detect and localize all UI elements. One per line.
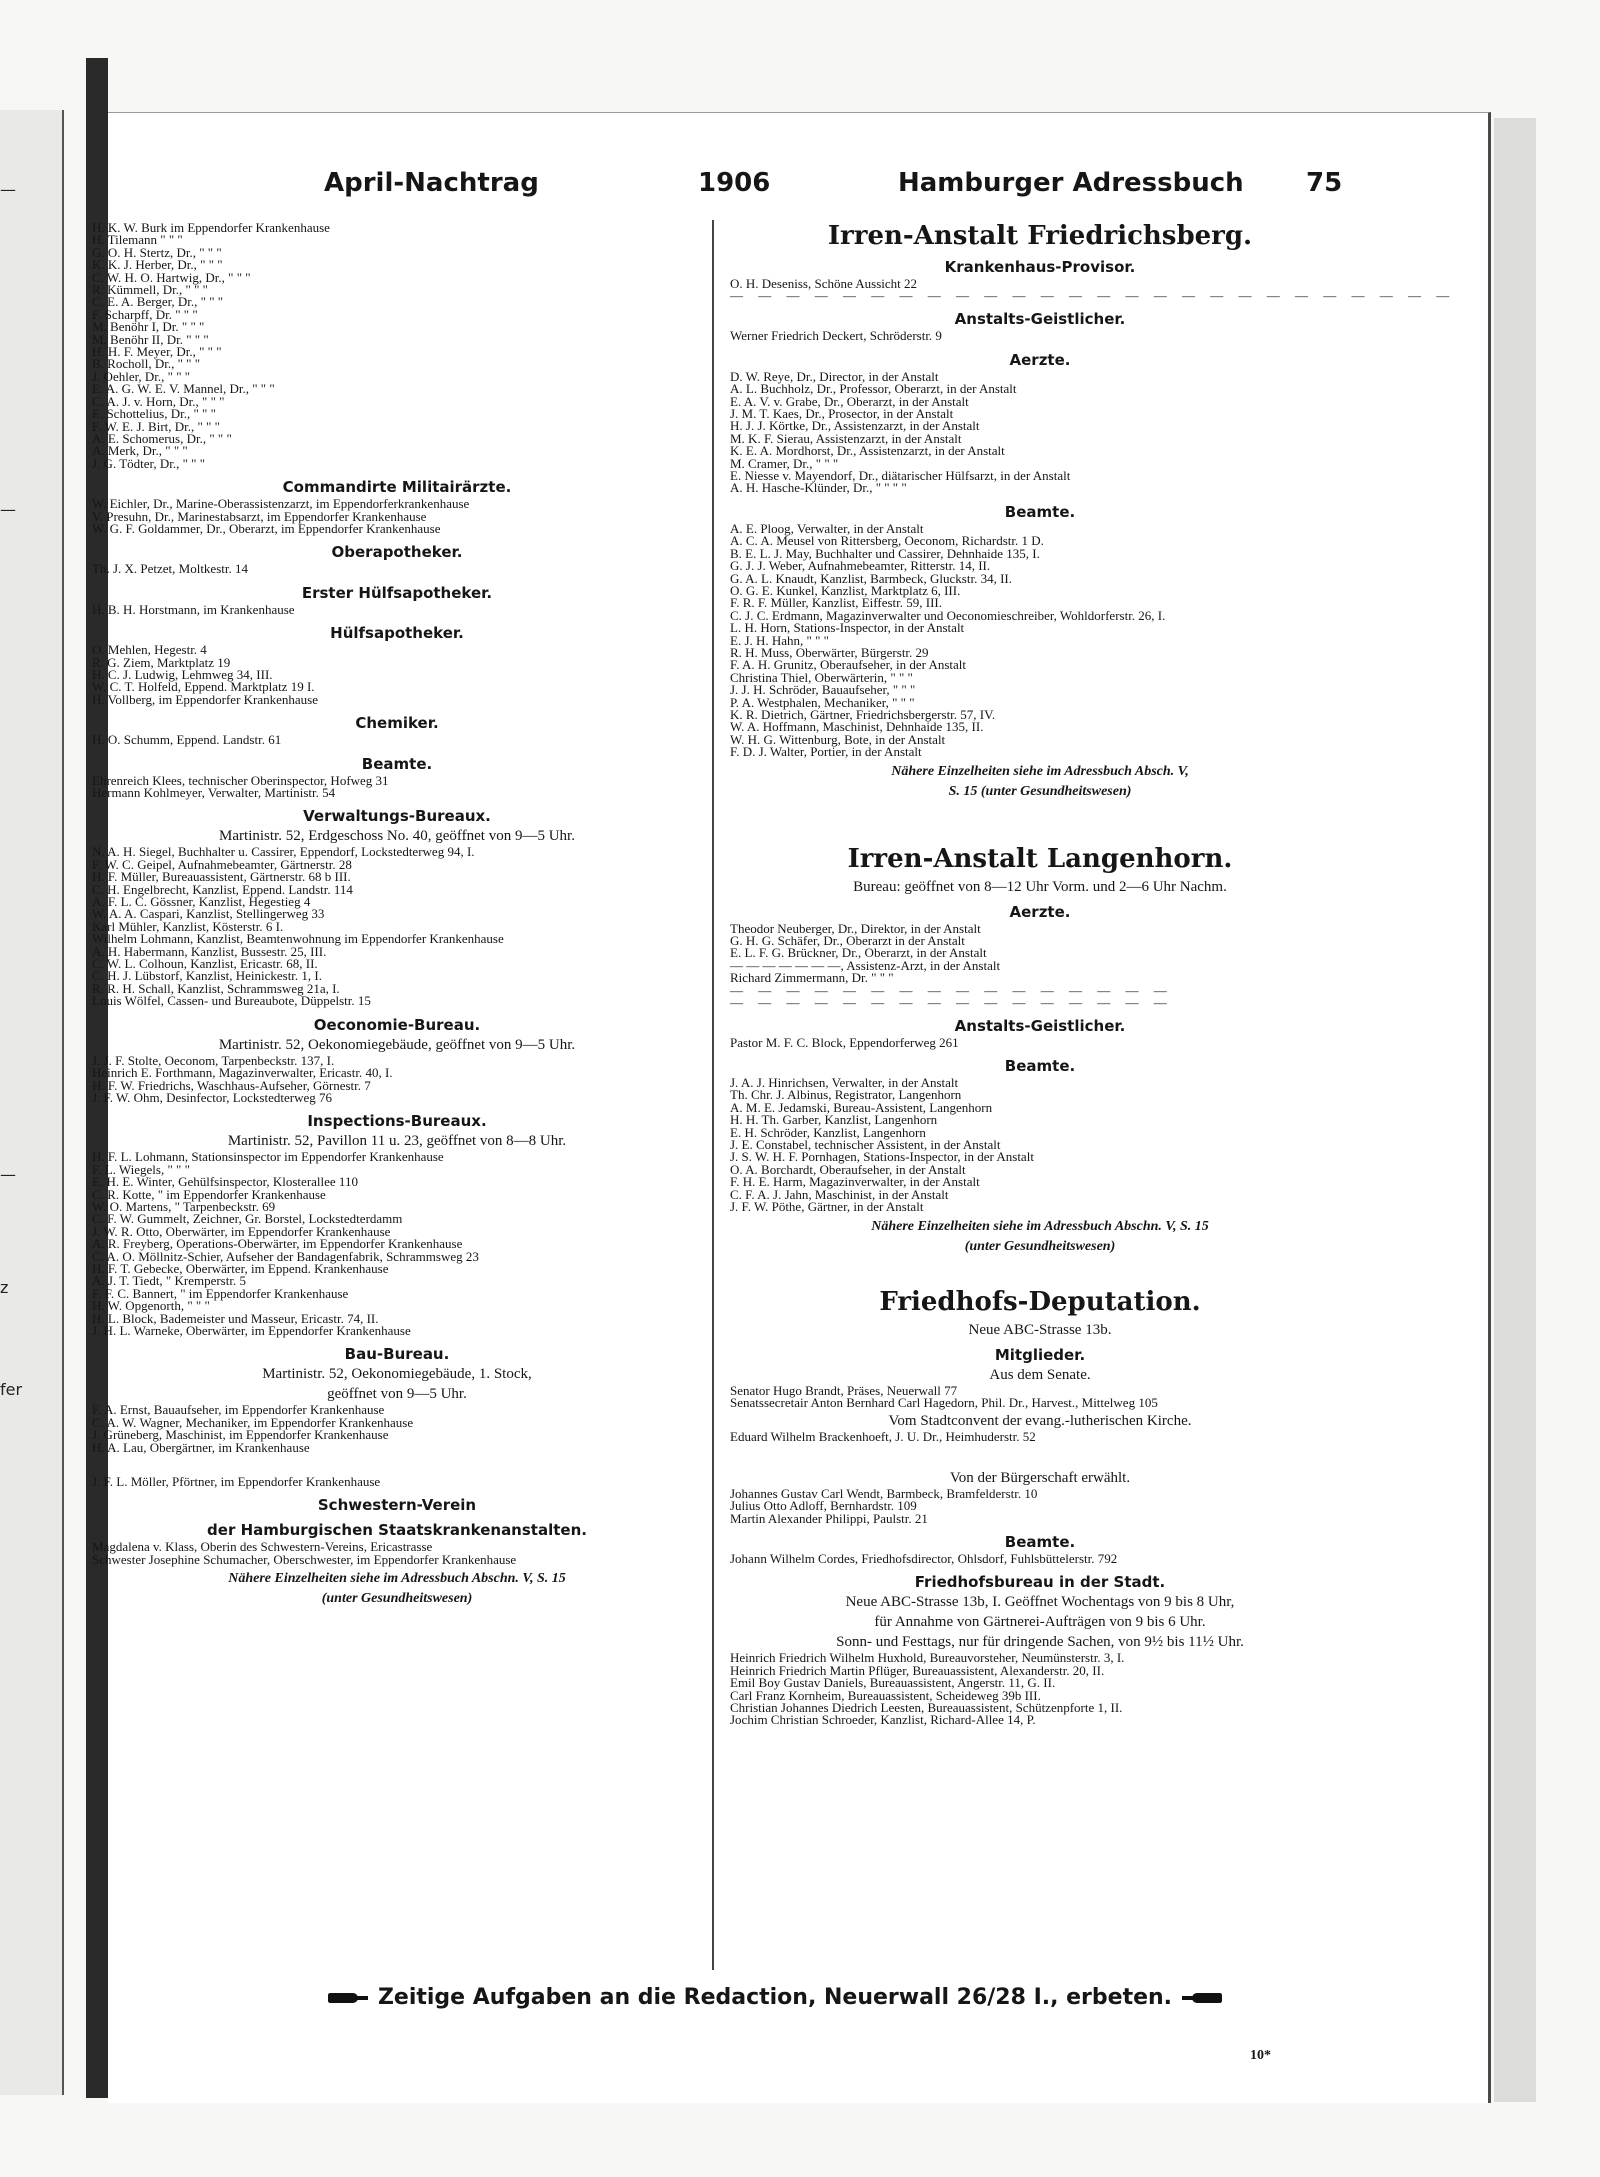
entry-line: Heinrich E. Forthmann, Magazinverwalter, Ericastr. 40, I. — [92, 1065, 393, 1081]
entry-line: H. J. J. Körtke, Dr., Assistenzarzt, in der Anstalt — [730, 418, 980, 434]
section-heading: Beamte. — [1004, 1532, 1076, 1551]
printer-signature: 10* — [1250, 2048, 1271, 2063]
reference-note: Nähere Einzelheiten siehe im Adressbuch Absch. V, — [891, 763, 1189, 779]
section-heading: Bau-Bureau. — [344, 1345, 450, 1364]
section-heading: Aerzte. — [1009, 902, 1071, 921]
header-page-number: 75 — [1306, 168, 1343, 198]
entry-line: Louis Wölfel, Cassen- und Bureaubote, Düppelstr. 15 — [92, 993, 371, 1009]
edge-mark: — — [0, 1165, 16, 1184]
left-column — [92, 222, 702, 1612]
entry-line: G. O. H. Stertz, Dr., " " " — [92, 244, 222, 260]
entry-line: A. H. Hasche-Klünder, Dr., " " " " — [730, 480, 907, 496]
centered-line: Aus dem Senate. — [989, 1366, 1091, 1383]
section-heading: Erster Hülfsapotheker. — [301, 583, 493, 602]
entry-line: F. H. E. Harm, Magazinverwalter, in der Anstalt — [730, 1174, 980, 1190]
entry-line: Hermann Kohlmeyer, Verwalter, Martinistr. 54 — [92, 785, 336, 800]
entry-line: H. O. Schumm, Eppend. Landstr. 61 — [92, 732, 282, 748]
edge-mark: — — [0, 500, 16, 519]
column-divider — [712, 220, 714, 1970]
entry-line: Th. J. X. Petzet, Moltkestr. 14 — [92, 561, 248, 577]
section-heading: Friedhofsbureau in der Stadt. — [914, 1573, 1166, 1592]
entry-line: E. H. Schröder, Kanzlist, Langenhorn — [730, 1124, 926, 1140]
section-heading: Chemiker. — [355, 714, 439, 733]
entry-line: O. G. E. Kunkel, Kanzlist, Marktplatz 6, III. — [730, 582, 961, 598]
entry-line: O. H. Deseniss, Schöne Aussicht 22 — [730, 276, 918, 291]
entry-line: B. Rocholl, Dr., " " " — [92, 356, 201, 372]
centered-line: Neue ABC-Strasse 13b. — [968, 1321, 1112, 1338]
section-heading: Anstalts-Geistlicher. — [954, 1016, 1126, 1035]
entry-line: J. W. R. Otto, Oberwärter, im Eppendorfer Krankenhause — [92, 1223, 391, 1239]
footer-notice — [300, 1985, 1250, 2010]
centered-line: Martinistr. 52, Erdgeschoss No. 40, geöffnet von 9—5 Uhr. — [219, 828, 575, 845]
section-heading: Krankenhaus-Provisor. — [944, 258, 1136, 276]
entry-line: A. E. Ploog, Verwalter, in der Anstalt — [730, 520, 924, 536]
entry-line: Johannes Gustav Carl Wendt, Barmbeck, Bramfelderstr. 10 — [730, 1485, 1038, 1501]
entry-line: Julius Otto Adloff, Bernhardstr. 109 — [730, 1498, 917, 1514]
dashed-separator: — — — — — — — — — — — — — — — — — — — — — — — — — — — [730, 288, 1456, 304]
edge-mark: — — [0, 180, 16, 199]
entry-line: H. A. Lau, Obergärtner, im Krankenhause — [92, 1439, 310, 1455]
entry-line: E. L. F. G. Brückner, Dr., Oberarzt, in der Anstalt — [730, 945, 987, 961]
entry-line: H. F. T. Gebecke, Oberwärter, im Eppend. Krankenhause — [92, 1260, 389, 1276]
entry-line: H. W. Opgenorth, " " " — [92, 1298, 210, 1314]
entry-line: Christian Johannes Diedrich Leesten, Bureauassistent, Schützenpforte 1, II. — [730, 1699, 1123, 1715]
entry-line: O. A. Borchardt, Oberaufseher, in der Anstalt — [730, 1161, 966, 1177]
entry-line: B. E. L. J. May, Buchhalter und Cassirer, Dehnhaide 135, I. — [730, 545, 1040, 561]
centered-line: Martinistr. 52, Oekonomiegebäude, geöffnet von 9—5 Uhr. — [218, 1036, 576, 1053]
entry-line: C. A. O. Möllnitz-Schier, Aufseher der Bandagenfabrik, Schrammsweg 23 — [92, 1248, 479, 1264]
entry-line: F. L. Wiegels, " " " — [92, 1161, 190, 1177]
entry-line: H. F. W. Friedrichs, Waschhaus-Aufseher, Görnestr. 7 — [92, 1077, 371, 1093]
entry-line: A. Merk, Dr., " " " — [92, 443, 188, 459]
section-heading: Mitglieder. — [994, 1345, 1086, 1364]
entry-line: M. Benöhr I, Dr. " " " — [92, 319, 205, 335]
entry-line: H. F. L. Lohmann, Stationsinspector im Eppendorfer Krankenhause — [92, 1149, 444, 1165]
reference-note: (unter Gesundheitswesen) — [964, 1238, 1116, 1254]
entry-line: — — — — — — —, Assistenz-Arzt, in der Anstalt — [730, 957, 1001, 973]
entry-line: Ehrenreich Klees, technischer Oberinspector, Hofweg 31 — [92, 772, 389, 788]
centered-line: Bureau: geöffnet von 8—12 Uhr Vorm. und 2—6 Uhr Nachm. — [853, 878, 1227, 895]
entry-line: H. F. Müller, Bureauassistent, Gärtnerstr. 68 b III. — [92, 869, 351, 885]
institution-title: Irren-Anstalt Langenhorn. — [847, 843, 1233, 874]
entry-line: J. F. W. Ohm, Desinfector, Lockstedterweg 76 — [92, 1089, 332, 1105]
entry-line: W. O. Martens, " Tarpenbeckstr. 69 — [92, 1198, 276, 1214]
edge-mark: fer — [0, 1380, 23, 1399]
entry-line: F. R. F. Müller, Kanzlist, Eiffestr. 59, III. — [730, 595, 942, 611]
entry-line: A. L. Buchholz, Dr., Professor, Oberarzt, in der Anstalt — [730, 381, 1017, 397]
section-heading: Commandirte Militairärzte. — [282, 478, 512, 497]
entry-line: J. H. L. Warneke, Oberwärter, im Eppendorfer Krankenhause — [92, 1323, 411, 1338]
entry-line: J. A. J. Hinrichsen, Verwalter, in der Anstalt — [730, 1075, 959, 1091]
section-heading: Beamte. — [1004, 1057, 1076, 1076]
spacer — [730, 805, 1350, 839]
entry-line: H. H. F. Meyer, Dr., " " " — [92, 344, 222, 360]
entry-line: K. E. A. Mordhorst, Dr., Assistenzarzt, in der Anstalt — [730, 443, 1005, 459]
dashed-separator: — — — — — — — — — — — — — — — — — [730, 982, 1173, 998]
entry-line: A. J. T. Tiedt, " Kremperstr. 5 — [92, 1273, 246, 1289]
entry-line: E. H. E. Winter, Gehülfsinspector, Klosterallee 110 — [92, 1174, 358, 1190]
entry-line: W. H. G. Wittenburg, Bote, in der Anstalt — [730, 731, 946, 747]
entry-line: Jochim Christian Schroeder, Kanzlist, Richard-Allee 14, P. — [730, 1712, 1036, 1728]
entry-line: Martin Alexander Philippi, Paulstr. 21 — [730, 1510, 928, 1526]
institution-title: Irren-Anstalt Friedrichsberg. — [827, 221, 1253, 251]
entry-line: Johann Wilhelm Cordes, Friedhofsdirector, Ohlsdorf, Fuhlsbüttelerstr. 792 — [730, 1550, 1118, 1566]
entry-line: Emil Boy Gustav Daniels, Bureauassistent, Angerstr. 11, G. II. — [730, 1675, 1056, 1691]
entry-line: Karl Mühler, Kanzlist, Kösterstr. 6 I. — [92, 918, 284, 934]
entry-line: R. G. Ziem, Marktplatz 19 — [92, 654, 231, 670]
centered-line: Von der Bürgerschaft erwählt. — [949, 1469, 1131, 1486]
section-heading: Anstalts-Geistlicher. — [954, 310, 1126, 329]
dashed-separator: — — — — — — — — — — — — — — — — — [730, 994, 1173, 1010]
centered-line: Neue ABC-Strasse 13b, I. Geöffnet Wochentags von 9 bis 8 Uhr, — [845, 1594, 1235, 1611]
entry-line: Carl Franz Kornheim, Bureauassistent, Scheideweg 39b III. — [730, 1687, 1041, 1703]
section-heading: Verwaltungs-Bureaux. — [303, 807, 491, 826]
entry-line: R. H. Muss, Oberwärter, Bürgerstr. 29 — [730, 644, 929, 660]
header-year: 1906 — [698, 168, 771, 198]
entry-line: W. Eichler, Dr., Marine-Oberassistenzarzt, im Eppendorferkrankenhause — [92, 496, 470, 512]
reference-note: S. 15 (unter Gesundheitswesen) — [948, 783, 1132, 799]
entry-line: C. E. A. Berger, Dr., " " " — [92, 294, 224, 310]
entry-line: H. Tilemann " " " — [92, 232, 183, 248]
entry-line: H. Vollberg, im Eppendorfer Krankenhause — [92, 691, 319, 707]
reference-note: (unter Gesundheitswesen) — [321, 1591, 473, 1607]
entry-line: G. A. L. Knaudt, Kanzlist, Barmbeck, Gluckstr. 34, II. — [730, 570, 1012, 586]
entry-line: F. D. J. Walter, Portier, in der Anstalt — [730, 744, 922, 760]
section-heading: Hülfsapotheker. — [330, 624, 464, 643]
centered-line: Vom Stadtconvent der evang.-lutherischen Kirche. — [888, 1413, 1192, 1430]
entry-line: Theodor Neuberger, Dr., Direktor, in der Anstalt — [730, 920, 981, 936]
section-heading: Beamte. — [361, 754, 433, 773]
centered-line: Martinistr. 52, Oekonomiegebäude, 1. Stock, — [262, 1366, 532, 1383]
entry-line: F. A. Ernst, Bauaufseher, im Eppendorfer Krankenhause — [92, 1402, 385, 1418]
entry-line: Magdalena v. Klass, Oberin des Schwestern-Vereins, Ericastrasse — [92, 1539, 433, 1555]
entry-line: H. C. J. Ludwig, Lehmweg 34, III. — [92, 666, 273, 682]
entry-line: A. C. A. Meusel von Rittersberg, Oeconom, Richardstr. 1 D. — [730, 533, 1044, 549]
entry-line: F. F. C. Bannert, " im Eppendorfer Krankenhause — [92, 1285, 349, 1301]
entry-line: A. E. Schomerus, Dr., " " " — [92, 430, 232, 446]
entry-line: H. L. Block, Bademeister und Masseur, Ericastr. 74, II. — [92, 1310, 379, 1326]
entry-line: W. A. A. Caspari, Kanzlist, Stellingerweg 33 — [92, 906, 325, 922]
entry-line: F. W. C. Geipel, Aufnahmebeamter, Gärtnerstr. 28 — [92, 856, 352, 872]
entry-line: G. J. J. Weber, Aufnahmebeamter, Ritterstr. 14, II. — [730, 558, 991, 574]
spacer — [730, 1260, 1350, 1282]
entry-line: Eduard Wilhelm Brackenhoeft, J. U. Dr., Heimhuderstr. 52 — [730, 1429, 1036, 1445]
entry-line: W. A. Hoffmann, Maschinist, Dehnhaide 135, II. — [730, 719, 984, 735]
entry-line: K. R. Dietrich, Gärtner, Friedrichsbergerstr. 57, IV. — [730, 706, 996, 722]
entry-line: C. A. J. v. Horn, Dr., " " " — [92, 393, 225, 409]
entry-line: Werner Friedrich Deckert, Schröderstr. 9 — [730, 328, 942, 344]
entry-line: J. S. W. H. F. Pornhagen, Stations-Inspector, in der Anstalt — [730, 1149, 1034, 1165]
entry-line: M. K. F. Sierau, Assistenzarzt, in der Anstalt — [730, 430, 962, 446]
header-title: Hamburger Adressbuch — [898, 168, 1244, 198]
entry-line: J. Oehler, Dr., " " " — [92, 368, 191, 384]
entry-line: J. J. H. Schröder, Bauaufseher, " " " — [730, 682, 916, 698]
entry-line: E. Niesse v. Mayendorf, Dr., diätarischer Hülfsarzt, in der Anstalt — [730, 468, 1071, 484]
entry-line: W. G. F. Goldammer, Dr., Oberarzt, im Eppendorfer Krankenhause — [92, 520, 441, 536]
centered-line: Sonn- und Festtags, nur für dringende Sachen, von 9½ bis 11½ Uhr. — [836, 1634, 1244, 1651]
entry-line: D. W. Reye, Dr., Director, in der Anstalt — [730, 368, 939, 384]
entry-line: C. F. W. Gummelt, Zeichner, Gr. Borstel, Lockstedterdamm — [92, 1211, 403, 1227]
entry-line: W. C. T. Holfeld, Eppend. Marktplatz 19 I. — [92, 679, 315, 695]
entry-line: Pastor M. F. C. Block, Eppendorferweg 261 — [730, 1034, 959, 1050]
section-heading: der Hamburgischen Staatskrankenanstalten. — [207, 1521, 587, 1540]
entry-line: R. Kümmell, Dr., " " " — [92, 282, 208, 298]
entry-line: C. H. Engelbrecht, Kanzlist, Eppend. Landstr. 114 — [92, 881, 353, 897]
entry-line: M. Benöhr II, Dr. " " " — [92, 331, 209, 347]
next-page-edge — [1494, 118, 1536, 2102]
pointing-hand-icon — [1180, 1991, 1226, 2005]
entry-line: F. Scharpff, Dr. " " " — [92, 306, 198, 322]
entry-line: H. K. W. Burk im Eppendorfer Krankenhause — [92, 220, 330, 235]
entry-line: E. Schottelius, Dr., " " " — [92, 406, 216, 422]
entry-line: J. F. W. Pöthe, Gärtner, in der Anstalt — [730, 1199, 924, 1215]
section-heading: Oeconomie-Bureau. — [313, 1015, 481, 1034]
entry-line: A. F. L. C. Gössner, Kanzlist, Hegestieg 4 — [92, 894, 311, 910]
entry-line: K. K. J. Herber, Dr., " " " — [92, 257, 223, 273]
right-column — [730, 221, 1456, 1728]
edge-mark: z — [0, 1278, 9, 1297]
entry-line: J. Grüneberg, Maschinist, im Eppendorfer Krankenhause — [92, 1427, 389, 1443]
entry-line: A. H. Habermann, Kanzlist, Bussestr. 25, III. — [92, 943, 327, 959]
entry-line: Schwester Josephine Schumacher, Oberschwester, im Eppendorfer Krankenhause — [92, 1551, 517, 1567]
entry-line: M. Cramer, Dr., " " " — [730, 455, 839, 471]
entry-line: H. H. Th. Garber, Kanzlist, Langenhorn — [730, 1112, 938, 1128]
centered-line: für Annahme von Gärtnerei-Aufträgen von 9 bis 6 Uhr. — [874, 1614, 1206, 1631]
footer-text: Zeitige Aufgaben an die Redaction, Neuerwall 26/28 I., erbeten. — [377, 1985, 1173, 2010]
entry-line: E. A. V. v. Grabe, Dr., Oberarzt, in der Anstalt — [730, 393, 969, 409]
entry-line: P. A. Westphalen, Mechaniker, " " " — [730, 694, 915, 710]
entry-line: F. W. E. J. Birt, Dr., " " " — [92, 418, 220, 434]
entry-line: Christina Thiel, Oberwärterin, " " " — [730, 669, 913, 685]
reference-note: Nähere Einzelheiten siehe im Adressbuch Abschn. V, S. 15 — [871, 1218, 1209, 1234]
section-heading: Beamte. — [1004, 502, 1076, 521]
institution-title: Friedhofs-Deputation. — [879, 1286, 1201, 1317]
centered-line: Martinistr. 52, Pavillon 11 u. 23, geöffnet von 8—8 Uhr. — [227, 1133, 567, 1150]
entry-line: J. M. T. Kaes, Dr., Prosector, in der Anstalt — [730, 406, 954, 422]
entry-line: Senator Hugo Brandt, Präses, Neuerwall 77 — [730, 1382, 958, 1398]
entry-line: C. H. J. Lübstorf, Kanzlist, Heinickestr. 1, I. — [92, 968, 322, 984]
section-heading: Oberapotheker. — [331, 543, 463, 562]
spacer — [92, 1454, 702, 1476]
section-heading: Aerzte. — [1009, 350, 1071, 369]
entry-line: N. A. H. Siegel, Buchhalter u. Cassirer, Eppendorf, Lockstedterweg 94, I. — [92, 844, 475, 860]
entry-line: L. H. Horn, Stations-Inspector, in der Anstalt — [730, 620, 965, 636]
entry-line: Th. Chr. J. Albinus, Registrator, Langenhorn — [730, 1087, 962, 1103]
entry-line: Senatssecretair Anton Bernhard Carl Hagedorn, Phil. Dr., Harvest., Mittelweg 105 — [730, 1394, 1158, 1410]
section-heading: Schwestern-Verein — [317, 1496, 477, 1515]
entry-line: A. M. E. Jedamski, Bureau-Assistent, Langenhorn — [730, 1099, 993, 1115]
entry-line: C. J. C. Erdmann, Magazinverwalter und Oeconomieschreiber, Wohldorferstr. 26, I. — [730, 607, 1166, 623]
entry-line: G. H. G. Schäfer, Dr., Oberarzt in der Anstalt — [730, 933, 965, 948]
entry-line: V. Presuhn, Dr., Marinestabsarzt, im Eppendorfer Krankenhause — [92, 508, 427, 524]
entry-line: Heinrich Friedrich Martin Pflüger, Bureauassistent, Alexanderstr. 20, II. — [730, 1662, 1105, 1678]
entry-line: H. B. H. Horstmann, im Krankenhause — [92, 601, 295, 617]
spacer — [730, 1444, 1350, 1466]
entry-line: E. J. H. Hahn, " " " — [730, 632, 829, 648]
entry-line: J. J. F. Stolte, Oeconom, Tarpenbeckstr. 137, I. — [92, 1052, 335, 1068]
centered-line: geöffnet von 9—5 Uhr. — [327, 1386, 467, 1403]
entry-line: F. A. H. Grunitz, Oberaufseher, in der Anstalt — [730, 657, 966, 673]
entry-line: C. R. Kotte, " im Eppendorfer Krankenhause — [92, 1186, 326, 1202]
entry-line: C. W. L. Colhoun, Kanzlist, Ericastr. 68, II. — [92, 956, 318, 972]
entry-line: C. W. H. O. Hartwig, Dr., " " " — [92, 269, 251, 285]
entry-line: R. R. H. Schall, Kanzlist, Schrammsweg 21a, I. — [92, 980, 340, 996]
entry-line: Richard Zimmermann, Dr. " " " — [730, 970, 894, 986]
section-heading: Inspections-Bureaux. — [307, 1112, 487, 1131]
entry-line: J. E. Constabel, technischer Assistent, in der Anstalt — [730, 1137, 1001, 1153]
entry-line: E. A. G. W. E. V. Mannel, Dr., " " " — [92, 381, 275, 397]
entry-line: C. A. W. Wagner, Mechaniker, im Eppendorfer Krankenhause — [92, 1414, 414, 1430]
entry-line: A. R. Freyberg, Operations-Oberwärter, im Eppendorfer Krankenhause — [92, 1236, 463, 1252]
entry-line: J. G. Tödter, Dr., " " " — [92, 455, 206, 471]
pointing-hand-icon — [324, 1991, 370, 2005]
previous-page-edge — [0, 110, 64, 2095]
entry-line: Wilhelm Lohmann, Kanzlist, Beamtenwohnung im Eppendorfer Krankenhause — [92, 931, 504, 947]
entry-line: O. Mehlen, Hegestr. 4 — [92, 642, 207, 658]
entry-line: C. F. A. J. Jahn, Maschinist, in der Anstalt — [730, 1186, 949, 1202]
entry-line: Heinrich Friedrich Wilhelm Huxhold, Bureauvorsteher, Neumünsterstr. 3, I. — [730, 1650, 1125, 1666]
entry-line: J. F. L. Möller, Pförtner, im Eppendorfer Krankenhause — [92, 1474, 381, 1490]
header-section-label: April-Nachtrag — [324, 168, 539, 198]
reference-note: Nähere Einzelheiten siehe im Adressbuch Abschn. V, S. 15 — [228, 1571, 566, 1587]
